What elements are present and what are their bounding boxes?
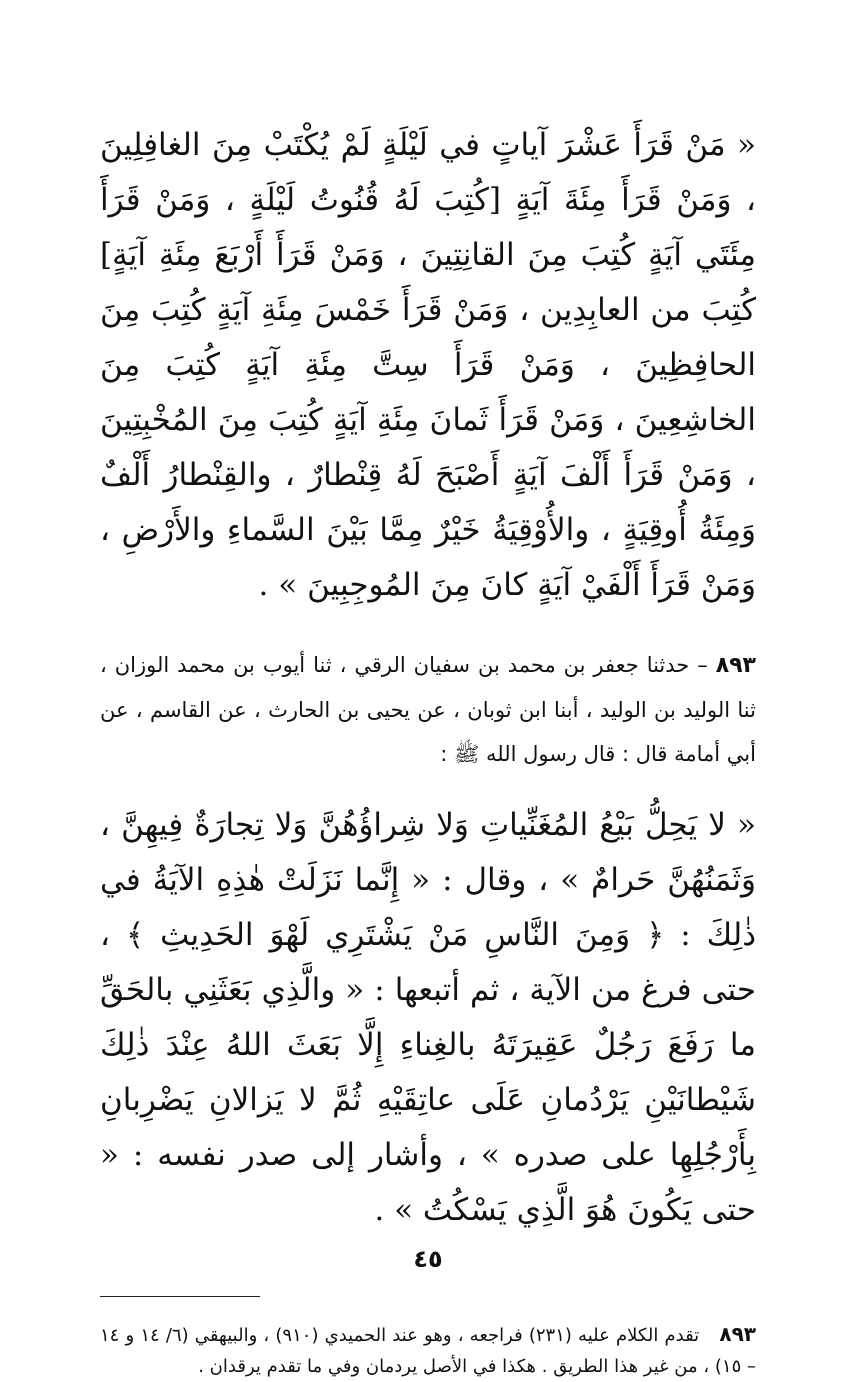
page-number: ٤٥ xyxy=(413,1245,443,1273)
isnad-chain xyxy=(100,643,756,776)
isnad-text: – حدثنا جعفر بن محمد بن سفيان الرقي ، ثنا أيوب بن محمد الوزان ، ثنا الوليد بن الوليد ، أبنا ابن ثوبان ، عن يحيى بن الحارث ، عن القاسم ، عن أبي أمامة قال : قال رسول الله ﷺ : xyxy=(100,653,756,766)
hadith-number: ٨٩٣ xyxy=(715,653,756,678)
footnote xyxy=(100,1319,756,1382)
footnote-number: ٨٩٣ xyxy=(719,1322,756,1346)
footnote-divider xyxy=(100,1296,260,1297)
footnote-text: تقدم الكلام عليه (٢٣١) فراجعه ، وهو عند الحميدي (٩١٠) ، والبيهقي (٦/ ١٤ و ١٤ – ١٥) ، من غير هذا الطريق . هكذا في الأصل يردمان وفي ما تقدم يرقدان . xyxy=(100,1325,756,1377)
hadith-text-second: « لا يَحِلُّ بَيْعُ المُغَنِّياتِ وَلا شِراؤُهُنَّ وَلا تِجارَةٌ فِيهِنَّ ، وَثَمَنُهُنَّ حَرامٌ » ، وقال : « إِنَّما نَزَلَتْ هٰذِهِ الآيَةُ في ذٰلِكَ : ﴿ وَمِنَ النَّاسِ مَنْ يَشْتَرِي لَهْوَ الحَدِيثِ ﴾ ، حتى فرغ من الآية ، ثم أتبعها : « والَّذِي بَعَثَنِي بالحَقِّ ما رَفَعَ رَجُلٌ عَقِيرَتَهُ بالغِناءِ إِلَّا بَعَثَ اللهُ عِنْدَ ذٰلِكَ شَيْطانَيْنِ يَرْدُمانِ عَلَى عاتِقَيْهِ ثُمَّ لا يَزالانِ يَضْرِبانِ بِأَرْجُلِهِا على صدره » ، وأشار إلى صدر نفسه : « حتى يَكُونَ هُوَ الَّذِي يَسْكُتُ » . xyxy=(100,807,756,1228)
hadith-text-first: « مَنْ قَرَأَ عَشْرَ آياتٍ في لَيْلَةٍ لَمْ يُكْتَبْ مِنَ الغافِلِينَ ، وَمَنْ قَرَأَ مِئَةَ آيَةٍ [كُتِبَ لَهُ قُنُوتُ لَيْلَةٍ ، وَمَنْ قَرَأَ مِئَتَي آيَةٍ كُتِبَ مِنَ القانِتِينَ ، وَمَنْ قَرَأَ أَرْبَعَ مِئَةِ آيَةٍ] كُتِبَ من العابِدِين ، وَمَنْ قَرَأَ خَمْسَ مِئَةِ آيَةٍ كُتِبَ مِنَ الحافِظِينَ ، وَمَنْ قَرَأَ سِتَّ مِئَةِ آيَةٍ كُتِبَ مِنَ الخاشِعِينَ ، وَمَنْ قَرَأَ ثَمانَ مِئَةِ آيَةٍ كُتِبَ مِنَ المُخْبِتِينَ ، وَمَنْ قَرَأَ أَلْفَ آيَةٍ أَصْبَحَ لَهُ قِنْطارٌ ، والقِنْطارُ أَلْفٌ وَمِئَةُ أُوقِيَةٍ ، والأُوْقِيَةُ خَيْرٌ مِمَّا بَيْنَ السَّماءِ والأَرْضِ ، وَمَنْ قَرَأَ أَلْفَيْ آيَةٍ كانَ مِنَ المُوجِبِينَ » . xyxy=(100,127,756,603)
